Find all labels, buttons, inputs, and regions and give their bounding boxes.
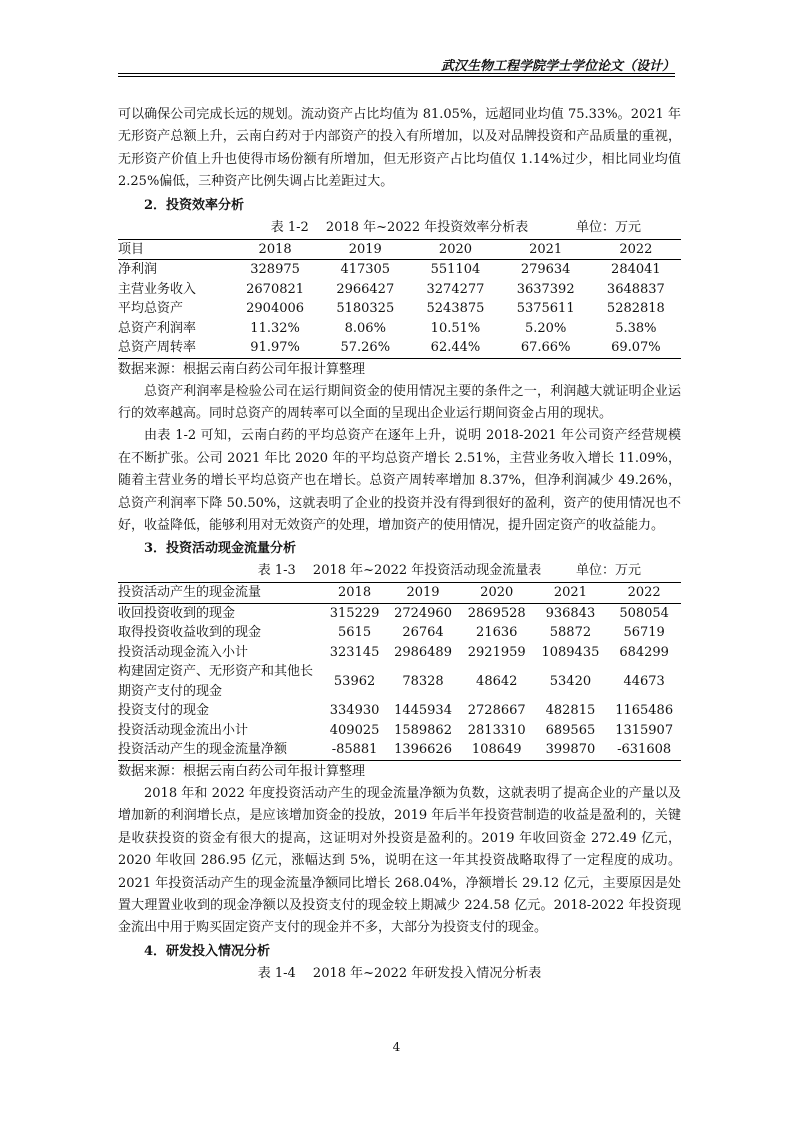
table-cell: 91.97% [230,338,320,358]
table-cell: 284041 [611,262,661,278]
table-cell: 48642 [476,674,518,690]
table-1-3-caption-row [118,560,681,582]
paragraph-b: 由表 1-2 可知，云南白药的平均总资产在逐年上升，说明 2018-2021 年公司资产经营规模在不断扩张。公司 2021 年比 2020 年的平均总资产增长 2.51%，主营业务收入增长 11.09%，随着主营业务的增长平均总资产也在增长。总资产周转率增加 8.37%，但净利润减少 49.26%，总资产利润率下降 50.50%，这就表明了企业的投资并没有得到很好的盈利，资产的使用情况也不好，收益降低，能够利用对无效资产的处理，增加资产的使用情况，提升固定资产的收益能力。 [118,428,681,534]
row-label: 净利润 [118,262,158,278]
table-1-2-unit: 单位：万元 [575,219,641,235]
table-cell: 1445934 [394,703,452,719]
header-cell: 2020 [460,583,534,604]
table-row [118,701,681,721]
table-cell: 1589862 [394,722,452,738]
table-cell: 2724960 [394,605,452,621]
table-header-row [118,583,681,604]
table-cell: 26764 [402,625,444,641]
table-cell: -631608 [607,740,681,760]
table-cell: 323145 [329,644,380,660]
table-cell: 53962 [333,674,376,690]
header-rule-thick [118,73,675,74]
table-cell: 417305 [340,262,391,278]
table-1-4-caption: 表 1-4 2018 年~2022 年研发投入情况分析表 [257,965,542,981]
table-cell: 5282818 [606,301,665,317]
row-label: 总资产周转率 [118,338,230,358]
table-1-2 [118,239,681,359]
table-cell: 67.66% [501,338,591,358]
row-label: 投资支付的现金 [118,703,210,719]
table-cell: 10.51% [430,320,481,336]
header-cell: 2021 [534,583,608,604]
table-cell: 57.26% [320,338,410,358]
header-cell: 2019 [386,583,460,604]
table-cell: 3274277 [426,281,485,297]
table-header-row [118,239,681,260]
table-cell: 315229 [329,605,380,621]
table-cell: 5375611 [516,301,575,317]
section-heading-4: 4．研发投入情况分析 [144,943,271,959]
table-cell: 328975 [250,262,300,278]
table-cell: 5615 [338,625,372,641]
table-cell: 11.32% [250,320,300,336]
row-label: 收回投资收到的现金 [118,605,236,621]
table-cell: 69.07% [591,338,681,358]
page-content [118,104,681,985]
table-cell: 409025 [329,722,380,738]
table-cell: 2966427 [336,281,395,297]
table-cell: 2670821 [246,281,305,297]
table-row [118,643,681,663]
table-row [118,740,681,760]
section-heading-3: 3．投资活动现金流量分析 [144,541,297,557]
table-1-2-caption: 表 1-2 2018 年~2022 年投资效率分析表 [270,219,529,235]
row-label: 平均总资产 [118,301,184,317]
table-cell: 62.44% [410,338,500,358]
header-cell: 投资活动产生的现金流量 [118,583,323,604]
table-cell: 21636 [476,625,518,641]
header-cell: 2018 [230,239,320,260]
table-row [118,280,681,300]
table-cell: 2813310 [467,722,526,738]
table-cell: 3648837 [606,281,665,297]
table-cell: 5243875 [426,301,485,317]
table-cell: 279634 [520,262,571,278]
table-cell: 508054 [619,605,669,621]
table-cell: 936843 [545,605,596,621]
table-cell: 78328 [402,674,444,690]
table-cell: 1396626 [386,740,460,760]
header-cell: 2019 [320,239,410,260]
row-label: 投资活动现金流入小计 [118,644,249,660]
header-cell: 2022 [591,239,681,260]
table-cell: 482815 [545,703,596,719]
table-cell: 5.38% [615,320,657,336]
header-cell: 2018 [323,583,386,604]
row-label: 投资活动现金流出小计 [118,722,249,738]
paragraph-top: 可以确保公司完成长远的规划。流动资产占比均值为 81.05%，远超同业均值 75.33%。2021 年无形资产总额上升，云南白药对于内部资产的投入有所增加，以及对品牌投资和产品质量的重视，无形资产价值上升也使得市场份额有所增加，但无形资产占比均值仅 1.14%过少，相比同业均值 2.25%偏低，三种资产比例失调占比差距过大。 [118,107,681,190]
table-row [118,338,681,358]
header-cell: 2020 [410,239,500,260]
table-cell: 551104 [430,262,481,278]
table-row [118,662,681,701]
table-cell: 2921959 [467,644,526,660]
paragraph-a: 总资产利润率是检验公司在运行期间资金的使用情况主要的条件之一，利润越大就证明企业运行的效率越高。同时总资产的周转率可以全面的呈现出企业运行期间资金占用的现状。 [118,383,681,422]
row-label: 取得投资收益收到的现金 [118,625,262,641]
table-1-2-source: 数据来源：根据云南白药公司年报计算整理 [118,361,366,377]
table-row [118,623,681,643]
section-heading-2: 2．投资效率分析 [144,197,245,213]
row-label: 主营业务收入 [118,281,197,297]
running-header: 武汉生物工程学院学士学位论文（设计） [440,59,675,74]
table-row [118,603,681,623]
table-cell: 334930 [329,703,380,719]
row-label: 投资活动产生的现金流量净额 [118,740,323,760]
table-cell: 5180325 [336,301,395,317]
table-row [118,299,681,319]
table-row [118,721,681,741]
table-cell: 56719 [623,625,665,641]
table-cell: 2986489 [394,644,452,660]
header-cell: 2021 [501,239,591,260]
table-cell: 53420 [549,674,592,690]
table-cell: 2869528 [467,605,526,621]
header-cell: 项目 [118,239,230,260]
row-label: 总资产利润率 [118,320,197,336]
table-1-4-caption-row [118,963,681,985]
table-cell: 1089435 [541,644,600,660]
table-1-3-unit: 单位：万元 [575,563,641,579]
table-row [118,319,681,339]
table-cell: 684299 [619,644,669,660]
row-label: 构建固定资产、无形资产和其他长期资产支付的现金 [118,664,314,699]
table-cell: 108649 [460,740,534,760]
table-1-3 [118,582,681,761]
table-cell: 44673 [623,674,665,690]
paragraph-c: 2018 年和 2022 年度投资活动产生的现金流量净额为负数，这就表明了提高企业的产量以及增加新的利润增长点，是应该增加资金的投放，2019 年后半年投资营制造的收益是盈利的，关键是收获投资的资金有很大的提高，这证明对外投资是盈利的。2019 年收回资金 272.49 亿元，2020 年收回 286.95 亿元，涨幅达到 5%，说明在这一年其投资战略取得了一定程度的成功。2021 年投资活动产生的现金流量净额同比增长 268.04%，净额增长 29.12 亿元，主要原因是处置大理置业收到的现金净额以及投资支付的现金较上期减少 224.58 亿元。2018-2022 年投资现金流出中用于购买固定资产支付的现金并不多，大部分为投资支付的现金。 [118,785,681,936]
table-1-2-caption-row [118,217,681,239]
table-1-3-caption: 表 1-3 2018 年~2022 年投资活动现金流量表 [257,563,542,579]
table-cell: 1315907 [615,722,674,738]
table-cell: 8.06% [344,320,386,336]
table-cell: 689565 [545,722,596,738]
table-cell: 5.20% [525,320,567,336]
table-cell: 2728667 [467,703,526,719]
table-row [118,260,681,280]
table-cell: -85881 [323,740,386,760]
table-cell: 2904006 [246,301,305,317]
table-cell: 58872 [549,625,592,641]
table-cell: 1165486 [615,703,674,719]
table-1-3-source: 数据来源：根据云南白药公司年报计算整理 [118,763,366,779]
header-cell: 2022 [607,583,681,604]
page-number: 4 [392,1040,401,1054]
table-cell: 3637392 [516,281,575,297]
header-rule-thin [118,76,675,77]
table-cell: 399870 [534,740,608,760]
